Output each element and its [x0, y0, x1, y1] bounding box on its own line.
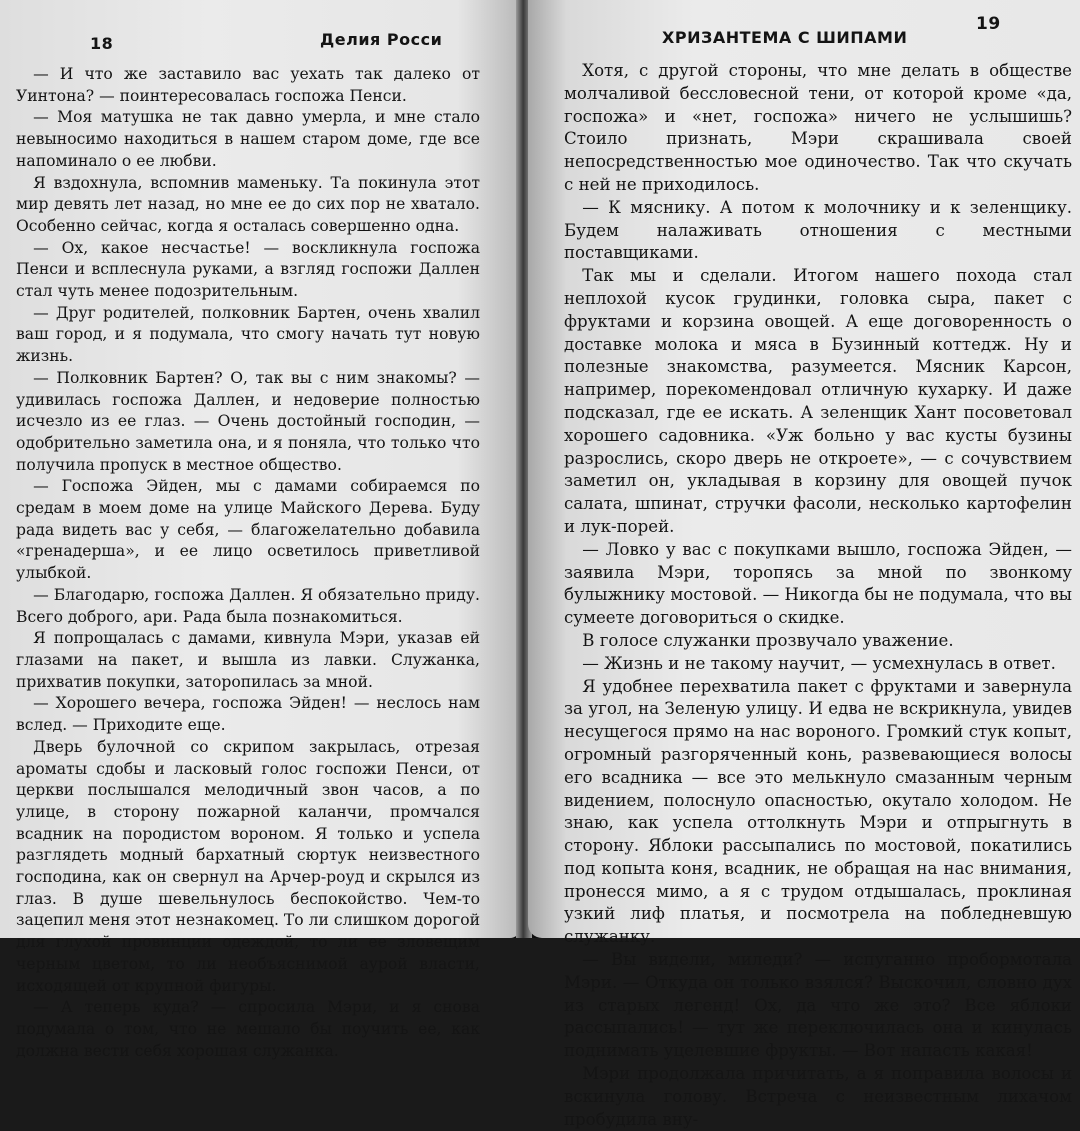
left-body-text — [16, 64, 480, 1062]
paragraph: — Жизнь и не такому научит, — усмехнулась в ответ. — [582, 653, 1056, 673]
right-body-text — [564, 60, 1072, 1131]
paragraph: Мэри продолжала причитать, а я поправила волосы и вскинула голову. Встреча с неизвестным лихачом пробудила вну- — [564, 1064, 1072, 1129]
paragraph: — К мяснику. А потом к молочнику и к зеленщику. Будем налаживать отношения с местными поставщиками. — [564, 197, 1072, 263]
paragraph: Я удобнее перехватила пакет с фруктами и завернула за угол, на Зеленую улицу. И едва не вскрикнула, увидев несущегося прямо на нас вороного. Громкий стук копыт, огромный разгоряченный конь, развевающиеся волосы его всадника — все это мелькнуло смазанным черным видением, полоснуло опасностью, окутало холодом. Не знаю, как успела оттолкнуть Мэри и отпрыгнуть в сторону. Яблоки рассыпались по мостовой, покатились под копыта коня, всадник, не обращая на нас внимания, пронесся мимо, а я с трудом отдышалась, проклиная узкий лиф платья, и посмотрела на побледневшую служанку. — [564, 676, 1072, 947]
left-running-head — [16, 22, 480, 64]
left-page-number: 18 — [90, 34, 114, 53]
paragraph: — Ловко у вас с покупками вышло, госпожа Эйден, — заявила Мэри, торопясь за мной по звонкому булыжнику мостовой. — Никогда бы не подумала, что вы сумеете договориться о скидке. — [564, 539, 1072, 628]
paragraph: — Вы видели, миледи? — испуганно пробормотала Мэри. — Откуда он только взялся? Выскочил, словно дух из старых легенд! Ох, да что же это? Все яблоки рассыпались! — тут же переключилась она и кинулась поднимать уцелевшие фрукты. — Вот напасть какая! — [564, 950, 1072, 1061]
paragraph: — Хорошего вечера, госпожа Эйден! — неслось нам вслед. — Приходите еще. — [16, 694, 480, 735]
left-page — [0, 0, 520, 1060]
right-title-header: ХРИЗАНТЕМА С ШИПАМИ — [662, 28, 908, 47]
paragraph: — Моя матушка не так давно умерла, и мне стало невыносимо находиться в нашем старом доме, где все напоминало о ее любви. — [16, 108, 480, 170]
paragraph: Так мы и сделали. Итогом нашего похода стал неплохой кусок грудинки, головка сыра, пакет с фруктами и корзина овощей. А еще договоренность о доставке молока и мяса в Бузинный коттедж. Ну и полезные знакомства, разумеется. Мясник Карсон, например, порекомендовал отличную кухарку. И даже подсказал, где ее искать. А зеленщик Хант посоветовал хорошего садовника. «Уж больно у вас кусты бузины разрослись, скоро дверь не откроете», — с сочувствием заметил он, укладывая в корзину для овощей пучок салата, шпинат, стручки фасоли, несколько картофелин и лук-порей. — [564, 266, 1072, 536]
paragraph: Хотя, с другой стороны, что мне делать в обществе молчаливой бессловесной тени, от которой кроме «да, госпожа» и «нет, госпожа» ничего не услышишь? Стоило признать, Мэри скрашивала своей непосредственностью мое одиночество. Так что скучать с ней не приходилось. — [564, 61, 1072, 194]
right-running-head — [564, 10, 1072, 52]
left-author-header: Делия Росси — [320, 30, 443, 49]
paragraph: — Друг родителей, полковник Бартен, очень хвалил ваш город, и я подумала, что смогу начать тут новую жизнь. — [16, 303, 480, 366]
right-page-number: 19 — [976, 14, 1001, 34]
paragraph: — Благодарю, госпожа Даллен. Я обязательно приду. Всего доброго, ари. Рада была познакомиться. — [16, 585, 480, 626]
paragraph: — А теперь куда? — спросила Мэри, и я снова подумала о том, что не мешало бы поучить ее, как должна вести себя хорошая служанка. — [16, 998, 480, 1060]
paragraph: — Ох, какое несчастье! — воскликнула госпожа Пенси и всплеснула руками, а взгляд госпожи Даллен стал чуть менее подозрительным. — [16, 238, 480, 301]
paragraph: — Госпожа Эйден, мы с дамами собираемся по средам в моем доме на улице Майского Дерева. Буду рада видеть вас у себя, — благожелательно добавила «гренадерша», и ее лицо осветилось приветливой улыбкой. — [16, 477, 480, 583]
right-page — [528, 0, 1080, 1129]
paragraph: Дверь булочной со скрипом закрылась, отрезая ароматы сдобы и ласковый голос госпожи Пенси, от церкви послышался мелодичный звон часов, а по улице, в сторону пожарной каланчи, промчался всадник на породистом вороном. Я только и успела разглядеть модный бархатный сюртук неизвестного господина, как он свернул на Арчер-роуд и скрылся из глаз. В душе шевельнулось беспокойство. Чем-то зацепил меня этот незнакомец. То ли слишком дорогой для глухой провинции одеждой, то ли ее зловещим черным цветом, то ли необъяснимой аурой власти, исходящей от крупной фигуры. — [16, 737, 480, 995]
paragraph: — Полковник Бартен? О, так вы с ним знакомы? — удивилась госпожа Даллен, и недоверие полностью исчезло из ее глаз. — Очень достойный господин, — одобрительно заметила она, и я поняла, что только что получила пропуск в местное общество. — [16, 368, 480, 474]
paragraph: В голосе служанки прозвучало уважение. — [582, 630, 954, 650]
paragraph: — И что же заставило вас уехать так далеко от Уинтона? — поинтересовалась госпожа Пенси. — [16, 65, 480, 105]
paragraph: Я попрощалась с дамами, кивнула Мэри, указав ей глазами на пакет, и вышла из лавки. Служанка, прихватив покупки, заторопилась за мной. — [16, 629, 480, 691]
paragraph: Я вздохнула, вспомнив маменьку. Та покинула этот мир девять лет назад, но мне ее до сих пор не хватало. Особенно сейчас, когда я осталась совершенно одна. — [16, 173, 480, 235]
